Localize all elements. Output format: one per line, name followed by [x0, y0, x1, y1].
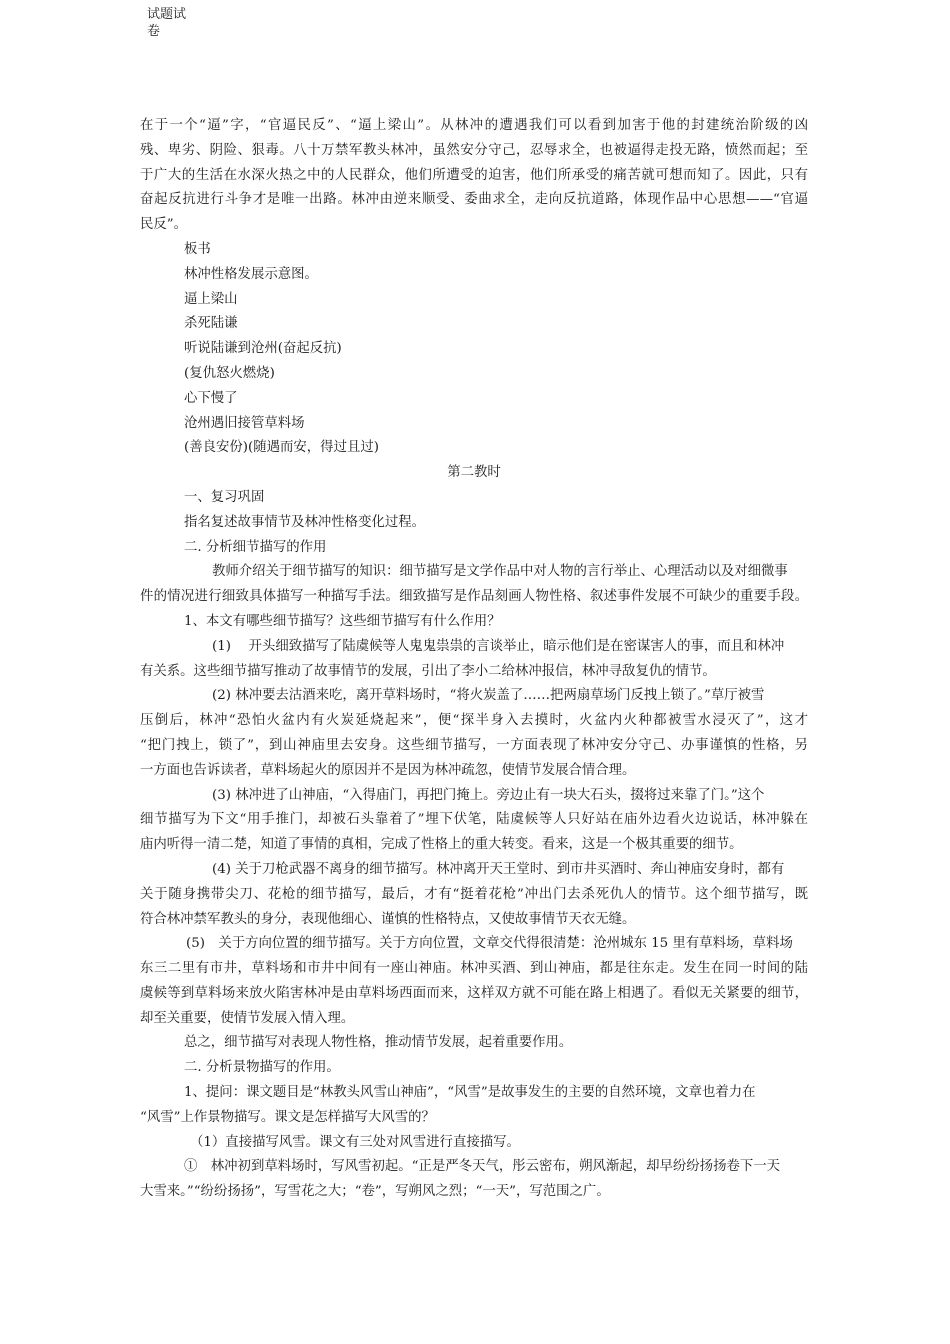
text-line: 板书 [184, 241, 211, 257]
text-line: 庙内听得一清二楚，知道了事情的真相，完成了性格上的重大转变。看来，这是一个极其重要的细节。 [140, 837, 743, 853]
text-line: 教师介绍关于细节描写的知识：细节描写是文学作品中对人物的言行举止、心理活动以及对细微事 [212, 564, 788, 580]
text-line: ① 林冲初到草料场时，写风雪初起。“正是严冬天气，彤云密布，朔风渐起，却早纷纷扬扬卷下一天 [184, 1159, 781, 1175]
section-heading: 第二教时 [447, 465, 501, 481]
text-line: (1) 开头细致描写了陆虞候等人鬼鬼祟祟的言谈举止，暗示他们是在密谋害人的事，而且和林冲 [212, 638, 785, 654]
text-line: (善良安份)(随遇而安，得过且过) [184, 440, 379, 456]
text-line: 于广大的生活在水深火热之中的人民群众，他们所遭受的迫害，他们所承受的痛苦就可想而知了。因此，只有 [140, 167, 808, 183]
text-line: 有关系。这些细节描写推动了故事情节的发展，引出了李小二给林冲报信，林冲寻敌复仇的情节。 [140, 663, 716, 679]
text-line: “把门拽上，锁了”，到山神庙里去安身。这些细节描写，一方面表现了林冲安分守己、办事谨慎的性格，另 [140, 737, 808, 753]
text-line: (复仇怒火燃烧) [184, 365, 275, 381]
text-line: （1）直接描写风雪。课文有三处对风雪进行直接描写。 [190, 1134, 520, 1150]
text-line: (4) 关于刀枪武器不离身的细节描写。林冲离开天王堂时、到市井买酒时、奔山神庙安身时，都有 [212, 861, 785, 877]
text-line: 二. 分析细节描写的作用 [184, 539, 327, 555]
text-line: 奋起反抗进行斗争才是唯一出路。林冲由逆来顺受、委曲求全，走向反抗道路，体现作品中心思想——“官逼 [140, 192, 808, 208]
text-line: 东三二里有市井，草料场和市井中间有一座山神庙。林冲买酒、到山神庙，都是往东走。发生在同一时间的陆 [140, 961, 808, 977]
text-line: 却至关重要，使情节发展入情入理。 [140, 1010, 355, 1026]
text-line: 一、复习巩固 [184, 489, 265, 505]
text-line: 虞候等到草料场来放火陷害林冲是由草料场西面而来，这样双方就不可能在路上相遇了。看似无关紧要的细节， [140, 985, 808, 1001]
text-line: 件的情况进行细致具体描写一种描写手法。细致描写是作品刻画人物性格、叙述事件发展不可缺少的重要手段。 [140, 589, 808, 605]
text-line: 1、提问：课文题目是“林教头风雪山神庙”，“风雪”是故事发生的主要的自然环境，文章也着力在 [184, 1085, 756, 1101]
document-body [140, 114, 808, 1205]
text-line: 逼上梁山 [184, 291, 238, 307]
text-line: 一方面也告诉读者，草料场起火的原因并不是因为林冲疏忽，使情节发展合情合理。 [140, 762, 636, 778]
text-line: 细节描写为下文“用手推门，却被石头靠着了”埋下伏笔，陆虞候等人只好站在庙外边看火边说话，林冲躲在 [140, 812, 808, 828]
text-line: 民反”。 [140, 217, 188, 233]
text-line: 杀死陆谦 [184, 316, 238, 332]
text-line: 关于随身携带尖刀、花枪的细节描写，最后，才有“挺着花枪”冲出门去杀死仇人的情节。这个细节描写，既 [140, 886, 808, 902]
header-line: 卷 [147, 24, 161, 39]
text-line: 1、本文有哪些细节描写？这些细节描写有什么作用？ [184, 613, 501, 629]
text-line: 符合林冲禁军教头的身分，表现他细心、谨慎的性格特点，又使故事情节天衣无缝。 [140, 911, 636, 927]
text-line: 心下慢了 [184, 390, 238, 406]
text-line: “风雪”上作景物描写。课文是怎样描写大风雪的？ [140, 1109, 435, 1125]
text-line: 林冲性格发展示意图。 [184, 266, 318, 282]
text-line: 二. 分析景物描写的作用。 [184, 1060, 340, 1076]
text-line: 大雪来。”“纷纷扬扬”，写雪花之大；“卷”，写朔风之烈；“一天”，写范围之广。 [140, 1184, 610, 1200]
text-line: 压倒后，林冲“恐怕火盆内有火炭延烧起来”，便“探半身入去摸时，火盆内火种都被雪水浸灭了”，这才 [140, 713, 808, 729]
text-line: 残、卑劣、阴险、狠毒。八十万禁军教头林冲，虽然安分守己，忍辱求全，也被逼得走投无路，愤然而起；至 [140, 142, 808, 158]
text-line: (3) 林冲进了山神庙，“入得庙门，再把门掩上。旁边止有一块大石头，掇将过来靠了门。”这个 [212, 787, 765, 803]
text-line: 在于一个“逼”字，“官逼民反”、“逼上梁山”。从林冲的遭遇我们可以看到加害于他的封建统治阶级的凶 [140, 118, 808, 133]
text-line: 沧州遇旧接管草料场 [184, 415, 305, 431]
text-line: (5) 关于方向位置的细节描写。关于方向位置，文章交代得很清楚：沧州城东 15 里有草料场，草料场 [186, 936, 793, 952]
text-line: (2) 林冲要去沽酒来吃，离开草料场时，“将火炭盖了……把两扇草场门反拽上锁了。”草厅被雪 [212, 688, 765, 704]
header-line: 试题试 [147, 7, 187, 22]
text-line: 总之，细节描写对表现人物性格，推动情节发展，起着重要作用。 [184, 1035, 573, 1051]
text-line: 指名复述故事情节及林冲性格变化过程。 [184, 514, 426, 530]
page-header [147, 6, 207, 40]
text-line: 听说陆谦到沧州(奋起反抗) [184, 341, 342, 357]
